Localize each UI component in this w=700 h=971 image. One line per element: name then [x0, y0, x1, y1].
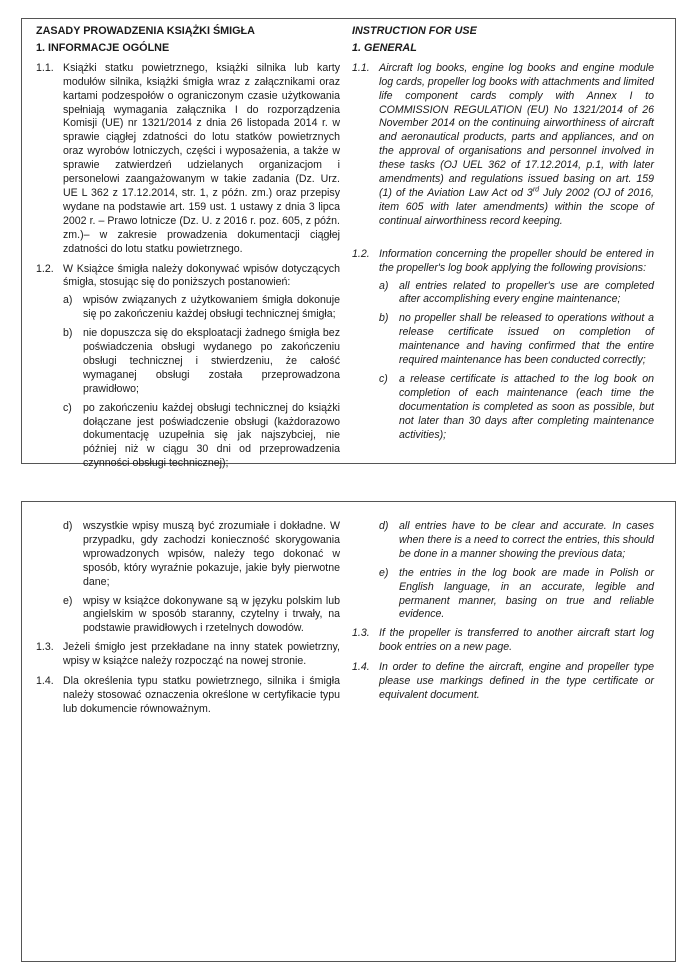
- item-text: If the propeller is transferred to another aircraft start log book entries on a new page.: [379, 627, 654, 654]
- subitem-letter: b): [63, 327, 73, 340]
- item-text: Dla określenia typu statku powietrznego, silnika i śmigła należy stosować oznaczenia określone w certyfikacie typu lub dokumencie równoważnym.: [63, 675, 340, 715]
- polish-column: [36, 25, 340, 482]
- english-column: [352, 520, 654, 709]
- polish-continued-subitems: [36, 520, 340, 636]
- english-item-1-4: [352, 661, 654, 703]
- english-subitem-d: [379, 520, 654, 562]
- polish-subitem-list: [63, 294, 340, 471]
- polish-subitem-c: [63, 402, 340, 472]
- english-subitem-e: [379, 567, 654, 623]
- english-subitem-c: [379, 373, 654, 443]
- polish-item-1-3: [36, 641, 340, 669]
- item-text-part-2: July 2002 (OJ of 2016, item 605 with later amendments) within the scope of continual airworthiness record keeping.: [379, 186, 654, 227]
- english-continued-subitems: [352, 520, 654, 622]
- subitem-letter: b): [379, 312, 389, 325]
- subitem-text: wpisy w książce dokonywane są w języku polskim lub angielskim w sposób staranny, czytelny i trwały, na podstawie prawidłowych i rzetelnych dowodów.: [83, 594, 340, 635]
- subitem-letter: a): [379, 279, 389, 292]
- item-text-part-1: Aircraft log books, engine log books and engine module log cards, propeller log books with attachments and limited life component cards comply with Annex I to COMMISSION REGULATION (EU) No 1321/2014 of 26 November 2014 on the continuing airworthiness of aircraft and aeronautical products, parts and appliances, and on the approval of organisations and personnel involved in these tasks (OJ UEL 362 of 17.12.2014, p.1, with later amendments) and regulations issued basing on art. 159 (1) of the Aviation Law Act od 3: [379, 61, 654, 199]
- subitem-letter: e): [63, 594, 73, 607]
- item-number: 1.2.: [352, 247, 370, 260]
- item-number: 1.3.: [36, 641, 54, 654]
- polish-subitem-a: [63, 294, 340, 322]
- english-item-1-3: [352, 627, 654, 655]
- item-number: 1.2.: [36, 262, 54, 275]
- subitem-text: nie dopuszcza się do eksploatacji żadnego śmigła bez poświadczenia obsługi wydanego po zakończeniu obsługi technicznej i stwierdzeniu, że całość wymaganej obsługi została przeprowadzona prawidłowo;: [83, 327, 340, 395]
- item-number: 1.4.: [36, 675, 54, 688]
- subitem-text: the entries in the log book are made in Polish or English language, in an accurate, legible and permanent manner, basing on true and reliable evidence.: [399, 566, 654, 621]
- item-number: 1.3.: [352, 627, 370, 640]
- subitem-letter: d): [63, 520, 73, 532]
- english-subitem-list: [379, 280, 654, 443]
- ordinal-suffix: rd: [532, 186, 540, 194]
- polish-section-heading: 1. INFORMACJE OGÓLNE: [36, 41, 170, 54]
- english-subitem-a: [379, 280, 654, 308]
- polish-item-1-2: [36, 263, 340, 477]
- subitem-letter: d): [379, 520, 389, 532]
- polish-title: ZASADY PROWADZENIA KSIĄŻKI ŚMIGŁA: [36, 25, 255, 37]
- english-item-1-2: [352, 248, 654, 448]
- subitem-letter: a): [63, 294, 73, 307]
- polish-item-1-4: [36, 675, 340, 717]
- subitem-letter: c): [379, 372, 388, 385]
- english-item-1-1: [352, 62, 654, 229]
- english-subitem-b: [379, 312, 654, 368]
- item-number: 1.4.: [352, 661, 370, 674]
- item-number: 1.1.: [36, 61, 54, 74]
- item-text: Jeżeli śmigło jest przekładane na inny statek powietrzny, wpisy w książce należy rozpocząć na nowej stronie.: [63, 641, 340, 668]
- polish-item-1-1: [36, 62, 340, 257]
- subitem-letter: c): [63, 401, 72, 414]
- subitem-text: all entries related to propeller's use are completed after accomplishing every engine maintenance;: [399, 279, 654, 306]
- subitem-text: all entries have to be clear and accurate. In cases when there is a need to correct the entries, this should be done in a manner showing the previous data;: [399, 520, 654, 560]
- item-text: In order to define the aircraft, engine and propeller type please use markings defined in the type certificate or equivalent document.: [379, 661, 654, 701]
- document-page-1: [21, 18, 676, 470]
- subitem-text: a release certificate is attached to the log book on completion of each maintenance (each time the documentation is completed as soon as possible, but not later than 30 days after completing maintenance activities);: [399, 372, 654, 441]
- english-section-heading: 1. GENERAL: [352, 41, 417, 54]
- subitem-text: no propeller shall be released to operations without a release certificate issued on completion of maintenance and having confirmed that the entire required maintenance has been conducted correctly;: [399, 312, 654, 367]
- subitem-text: po zakończeniu każdej obsługi technicznej do książki dołączane jest poświadczenie obsługi (każdorazowo dokumentację uzupełnia się jak najszybciej, nie później niż w ciągu 30 dni od przeprowadzenia czynności obsługi technicznej);: [83, 401, 340, 470]
- subitem-text: wpisów związanych z użytkowaniem śmigła dokonuje się po zakończeniu każdej obsługi technicznej śmigła;: [83, 294, 340, 321]
- subitem-text: wszystkie wpisy muszą być zrozumiałe i dokładne. W przypadku, gdy zachodzi konieczność skorygowania wprowadzonych wpisów, należy tego dokonać w sposób, który wyraźnie pokazuje, jakie były pierwotne dane;: [83, 520, 340, 588]
- polish-subitem-e: [63, 595, 340, 637]
- item-number: 1.1.: [352, 61, 370, 74]
- polish-subitem-b: [63, 327, 340, 397]
- item-text: Książki statku powietrznego, książki silnika lub karty modułów silnika, książki śmigła wraz z załącznikami oraz kartami podzespołów o ograniczonym czasie użytkowania spełniają wymagania załącznika I do rozporządzenia Komisji (UE) nr 1321/2014 z dnia 26 listopada 2014 r. w sprawie ciągłej zdatności do lotu statków powietrznych oraz wyrobów lotniczych, części i wyposażenia, a także w sprawie zatwierdzeń udzielanych organizacjom i personelowi zaangażowanym w takie zadania (Dz. Urz. UE L 362 z 17.12.2014, str. 1, z późn. zm.) oraz przepisy wydane na podstawie art. 159 ust. 1 ustawy z dnia 3 lipca 2002 r. – Prawo lotnicze (Dz. U. z 2016 r. poz. 605, z późn. zm.)– w zakresie prowadzenia dokumentacji ciągłej zdatności do lotu statku powietrznego.: [63, 61, 340, 255]
- polish-subitem-d: [63, 520, 340, 590]
- polish-column: [36, 520, 340, 723]
- document-page-2: [21, 501, 676, 962]
- item-text: W Książce śmigła należy dokonywać wpisów dotyczących śmigła, stosując się do poniższych postanowień:: [63, 262, 340, 289]
- english-column: [352, 25, 654, 453]
- item-text: Information concerning the propeller should be entered in the propeller's log book applying the following provisions:: [379, 247, 654, 274]
- english-title: INSTRUCTION FOR USE: [352, 25, 477, 37]
- subitem-letter: e): [379, 566, 389, 579]
- item-text: [379, 62, 654, 229]
